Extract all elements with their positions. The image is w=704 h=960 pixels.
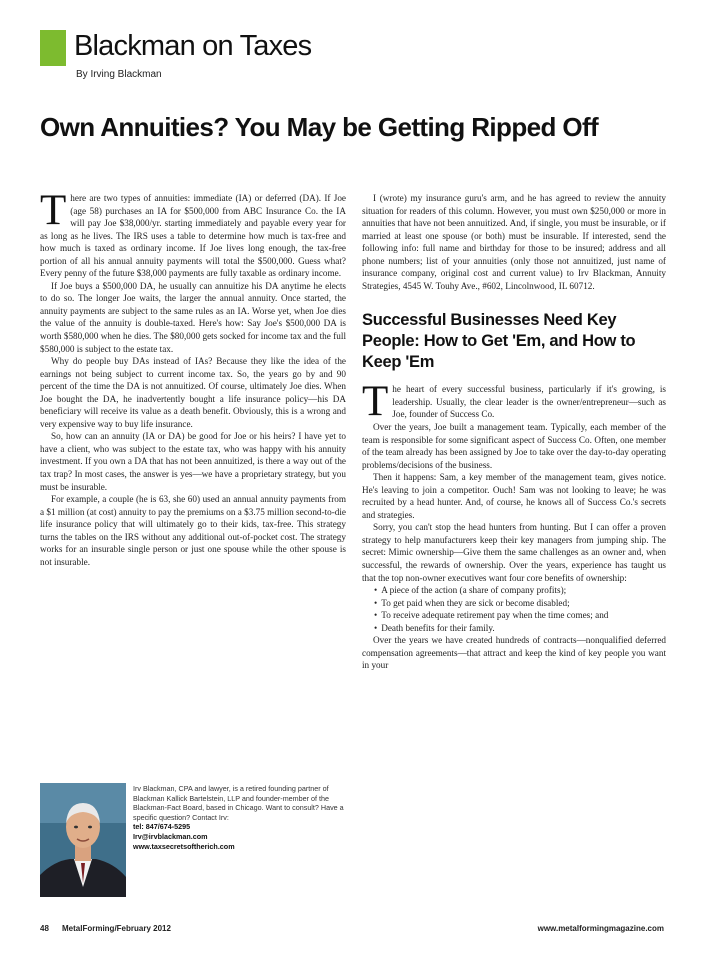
author-photo: [40, 783, 126, 897]
footer-website[interactable]: www.metalformingmagazine.com: [537, 924, 664, 933]
intro-paragraph: [40, 187, 346, 280]
column-accent-bar: [40, 30, 66, 66]
list-item: • Death benefits for their family.: [362, 622, 666, 635]
byline: By Irving Blackman: [76, 69, 162, 80]
sidebar-intro-text: he heart of every successful business, particularly if it's growing, is leadership. Usually, the clear leader is the owner/entrepreneur—such as Joe, founder of Success Co.: [392, 384, 666, 420]
left-column: [40, 187, 346, 568]
sidebar-intro-paragraph: [362, 378, 666, 426]
sidebar-closing-paragraph: Over the years we have created hundreds of contracts—nonqualified deferred compensation agreements—that attract and keep the kind of key people you want in your: [362, 635, 666, 671]
page-number: 48: [40, 924, 49, 933]
sidebar-paragraph: Sorry, you can't stop the head hunters from hunting. But I can offer a proven strategy to help manufacturers keep their key managers from jumping ship. The secret: Mimic ownership—Give them the same challenges as an owner and, when successful, the rewards of ownership. Over the years, experience has taught us that the top non-owner executives want four core benefits of ownership:: [362, 522, 666, 583]
sidebar-article-headline: Successful Businesses Need Key People: How to Get 'Em, and How to Keep 'Em: [362, 311, 636, 372]
right-column: [362, 192, 666, 672]
body-paragraph: For example, a couple (he is 63, she 60) used an annual annuity payments from a $1 million (at cost) annuity to pay the premiums on a $3.75 million second-to-die life insurance policy that will ultimately go to their kids, tax-free. This strategy turns the tables on the IRS without any additional out-of-pocket cost. The strategy works for an insurable single person or just one spouse while the other spouse is not insurable.: [40, 494, 346, 567]
author-website[interactable]: www.taxsecretsoftherich.com: [133, 841, 235, 851]
sidebar-paragraph: Over the years, Joe built a management team. Typically, each member of the team is responsible for some significant aspect of Success Co. Often, one member of the team already has been assigned by Joe to take over the day-to-day operating problems/decisions of the business.: [362, 422, 666, 470]
body-paragraph: So, how can an annuity (IA or DA) be good for Joe or his heirs? I have yet to have a client, who was subject to the estate tax, who was happy with his annuity investment. If you own a DA that has not been annuitized, is there a way out of the tax trap? In most cases, the answer is yes—we have a proprietary strategy, but you must be insurable.: [40, 431, 346, 492]
body-paragraph: I (wrote) my insurance guru's arm, and he has agreed to review the annuity situation for readers of this column. However, you must own $250,000 or more in annuities that have not been annuitized. And, if single, you must be insurable, or if married at least one spouse (or both) must be insurable. If interested, send the following info: full name and birthday for those to be insured; address and all phone numbers; list of your annuities (only those not annuitized, just name of insurance company, original cost and current value) to Irv Blackman, Annuity Strategies, 4545 W. Touhy Ave., #602, Lincolnwood, IL 60712.: [362, 193, 666, 291]
list-item: • To receive adequate retirement pay when the time comes; and: [362, 609, 666, 622]
drop-cap: T: [362, 378, 389, 426]
author-email[interactable]: Irv@irvblackman.com: [133, 831, 208, 841]
column-title: Blackman on Taxes: [74, 30, 312, 62]
author-bio-text: Irv Blackman, CPA and lawyer, is a retired founding partner of Blackman Kallick Bartelstein, LLP and founder-member of the Blackman-Fact Board, based in Chicago. Want to consult? Have a specific question? Contact Irv:: [133, 784, 344, 822]
author-bio: [133, 784, 345, 851]
body-paragraph: Why do people buy DAs instead of IAs? Because they like the idea of the earnings not being subject to current income tax. So, the years go by and 90 percent of the time the DA is not annuitized. Of course, ultimately Joe dies. When Joe bought the DA, he inadvertently bought a life insurance policy—his DA beneficiary will receive its value as a death benefit. Obviously, this is a wrong and very expensive way to buy life insurance.: [40, 356, 346, 429]
list-item: • To get paid when they are sick or become disabled;: [362, 597, 666, 610]
intro-text: here are two types of annuities: immediate (IA) or deferred (DA). If Joe (age 58) purchases an IA for $500,000 from ABC Insurance Co. the IA will pay Joe $38,000/yr. starting immediately and payable every year for as long as he lives. The IRS uses a table to determine how much is tax-free and how much is taxed as ordinary income. If Joe lives long enough, the tax-free portion of all his annual annuity payments will total the $500,000. Guess what? Every penny of the future $38,000 payments are fully taxable as ordinary income.: [40, 193, 346, 279]
benefits-list: [362, 584, 666, 634]
article-headline: Own Annuities? You May be Getting Ripped Off: [40, 112, 599, 142]
list-item: • A piece of the action (a share of company profits);: [362, 584, 666, 597]
author-portrait-illustration: [40, 783, 126, 897]
author-phone: tel: 847/674-5295: [133, 822, 191, 832]
drop-cap: T: [40, 187, 67, 234]
sidebar-paragraph: Then it happens: Sam, a key member of the management team, gives notice. He's leaving to join a competitor. Ouch! Sam was not looking to leave; he was recruited by a head hunter. And, of course, he knows all of Success Co.'s secrets and strategies.: [362, 472, 666, 520]
body-paragraph: If Joe buys a $500,000 DA, he usually can annuitize his DA anytime he elects to do so. The longer Joe waits, the larger the annual annuity. Once started, the annuity payments are subject to the same rules as an IA. Worse yet, when Joe dies the value of the annuity is double-taxed. Here's how: Say Joe's $500,000 DA is worth $580,000 when he dies. The $80,000 gets socked for income tax and the full $580,000 is subject to the estate tax.: [40, 280, 346, 354]
magazine-issue: MetalForming/February 2012: [62, 924, 171, 933]
